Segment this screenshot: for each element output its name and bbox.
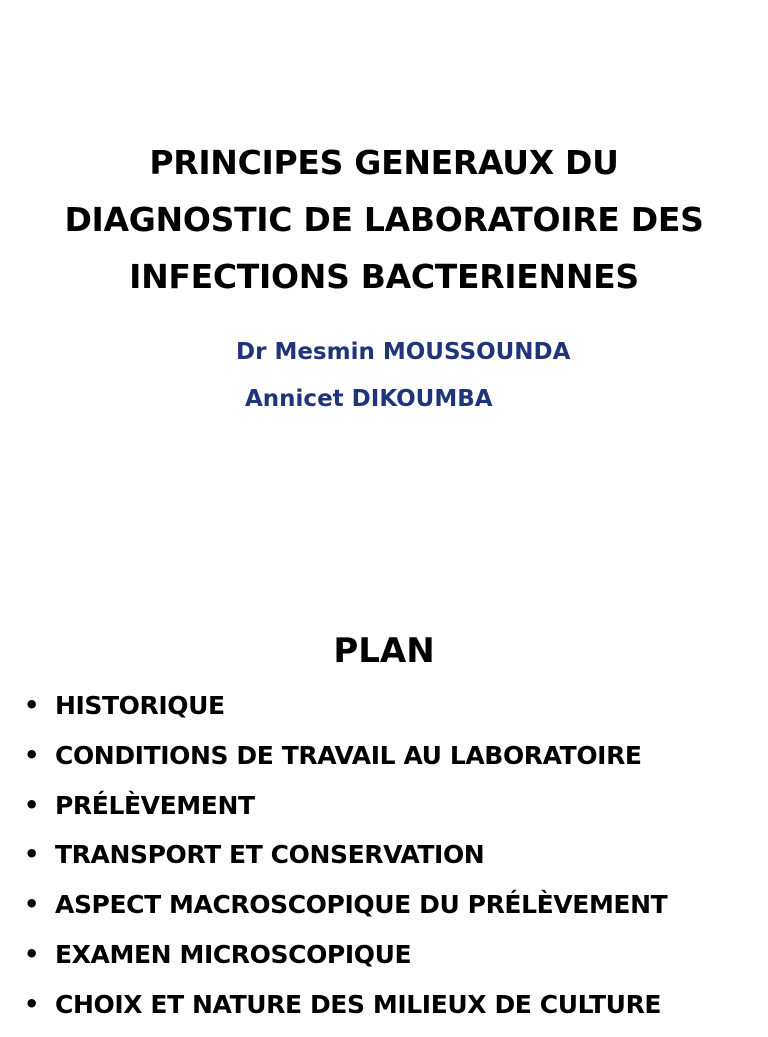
plan-item-text: CONDITIONS DE TRAVAIL AU LABORATOIRE (55, 740, 642, 770)
plan-title: PLAN (333, 631, 435, 671)
title-line: PRINCIPES GENERAUX DU (149, 143, 619, 182)
plan-slide (0, 576, 768, 1024)
author-name: Annicet DIKOUMBA (245, 386, 493, 412)
plan-item-text: ASPECT MACROSCOPIQUE DU PRÉLÈVEMENT (55, 890, 668, 920)
bullet-icon: • (24, 740, 40, 769)
bullet-icon: • (24, 939, 40, 968)
bullet-icon: • (24, 691, 40, 719)
bullet-icon: • (24, 790, 40, 819)
plan-item-text: HISTORIQUE (55, 691, 225, 720)
plan-item-text: CHOIX ET NATURE DES MILIEUX DE CULTURE (55, 989, 662, 1019)
presentation-title (20, 134, 748, 305)
plan-item-text: EXAMEN MICROSCOPIQUE (55, 939, 412, 969)
title-line: DIAGNOSTIC DE LABORATOIRE DES (64, 200, 704, 239)
author-name: Dr Mesmin MOUSSOUNDA (236, 339, 571, 365)
title-line: INFECTIONS BACTERIENNES (129, 257, 639, 296)
bullet-icon: • (24, 840, 40, 869)
plan-item-text: TRANSPORT ET CONSERVATION (55, 840, 485, 870)
bullet-icon: • (24, 890, 40, 919)
bullet-icon: • (24, 989, 40, 1018)
plan-item-text: PRÉLÈVEMENT (55, 790, 255, 820)
